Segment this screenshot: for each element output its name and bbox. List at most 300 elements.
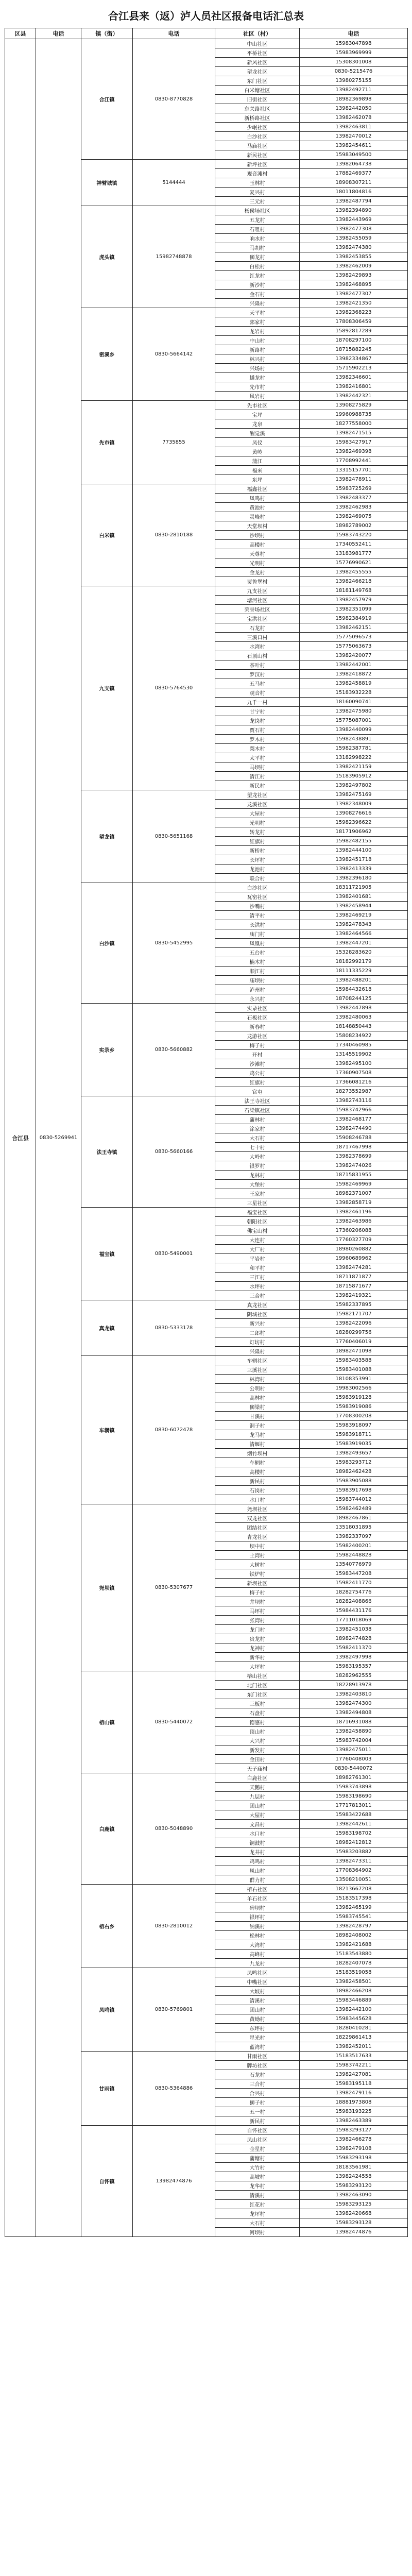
community-phone: 18282408866 [300, 1597, 408, 1606]
community-phone: 15983447208 [300, 1569, 408, 1579]
community-name: 水湾村 [215, 642, 300, 651]
community-phone: 0830-5215476 [300, 67, 408, 76]
header-row [5, 28, 408, 39]
community-phone: 18011804816 [300, 188, 408, 197]
community-phone: 13982492711 [300, 86, 408, 95]
community-name: 白米塘社区 [215, 86, 300, 95]
community-phone: 15983446889 [300, 1996, 408, 2005]
community-name: 平岩村 [215, 1254, 300, 1263]
community-name: 白松村 [215, 262, 300, 271]
community-name: 红花村 [215, 2200, 300, 2209]
community-name: 凤仪 [215, 438, 300, 447]
community-name: 九支社区 [215, 586, 300, 596]
community-name: 罗汉村 [215, 670, 300, 679]
community-name: 杨侯场社区 [215, 206, 300, 215]
community-phone: 13540776979 [300, 1560, 408, 1569]
community-phone: 13982497802 [300, 781, 408, 790]
community-phone: 15983918097 [300, 1421, 408, 1430]
community-phone: 13982475980 [300, 707, 408, 716]
town-phone: 13982474876 [133, 2126, 215, 2237]
community-phone: 15983293198 [300, 2154, 408, 2163]
community-name: 大屋村 [215, 1810, 300, 1820]
community-phone: 18908307211 [300, 178, 408, 188]
community-phone: 18282407078 [300, 1959, 408, 1968]
header-county-phone: 电话 [36, 28, 81, 39]
community-name: 凤山社区 [215, 2135, 300, 2144]
community-phone: 13982474026 [300, 1161, 408, 1171]
community-phone: 13982473311 [300, 1857, 408, 1866]
community-name: 三合村 [215, 2079, 300, 2089]
community-phone: 13982451038 [300, 1625, 408, 1634]
community-phone: 13982469219 [300, 911, 408, 920]
community-name: 水口村 [215, 1829, 300, 1838]
community-phone: 17708300208 [300, 1412, 408, 1421]
community-phone: 15983403588 [300, 1356, 408, 1365]
community-name: 自怀社区 [215, 2126, 300, 2135]
town-phone: 0830-5307677 [133, 1504, 215, 1671]
community-name: 林兴村 [215, 354, 300, 364]
community-phone: 15328283620 [300, 948, 408, 957]
community-phone: 15982384919 [300, 614, 408, 623]
community-name: 贾石村 [215, 725, 300, 735]
community-phone: 18273552987 [300, 1087, 408, 1096]
community-phone: 13982462151 [300, 623, 408, 633]
town-name: 凤鸣镇 [81, 1968, 133, 2052]
community-phone: 15983725269 [300, 484, 408, 494]
town-phone: 7735855 [133, 401, 215, 484]
community-name: 石板社区 [215, 1013, 300, 1022]
community-name: 榕山社区 [215, 1671, 300, 1681]
community-phone: 15983193225 [300, 2107, 408, 2116]
community-name: 三溪社区 [215, 1365, 300, 1375]
community-name: 龙华村 [215, 2181, 300, 2191]
town-name: 合江镇 [81, 39, 133, 160]
community-phone: 19960988735 [300, 410, 408, 419]
community-phone: 15983427917 [300, 438, 408, 447]
community-name: 文昌村 [215, 1820, 300, 1829]
community-name: 郭家村 [215, 317, 300, 327]
community-phone: 18982789002 [300, 521, 408, 531]
community-phone: 13982474300 [300, 1699, 408, 1708]
community-phone: 15982411770 [300, 1579, 408, 1588]
header-town: 镇（街） [81, 28, 133, 39]
community-name: 甘雨社区 [215, 2052, 300, 2061]
community-name: 新坝社区 [215, 1579, 300, 1588]
community-phone: 17360907508 [300, 1069, 408, 1078]
community-name: 蓝湾村 [215, 2042, 300, 2052]
community-name: 白沙社区 [215, 132, 300, 141]
community-name: 新桥路社区 [215, 113, 300, 123]
community-phone: 17711018069 [300, 1616, 408, 1625]
community-name: 顶山村 [215, 1727, 300, 1736]
town-phone: 0830-6072478 [133, 1356, 215, 1504]
community-name: 马庙社区 [215, 141, 300, 150]
community-name: 转龙村 [215, 827, 300, 837]
community-name: 羊石社区 [215, 1894, 300, 1903]
community-phone: 15983744012 [300, 1495, 408, 1504]
town-phone: 0830-5452995 [133, 883, 215, 1004]
community-phone: 13982457979 [300, 596, 408, 605]
community-name: 张湾村 [215, 1616, 300, 1625]
community-phone: 18982408002 [300, 1931, 408, 1940]
community-phone: 15984431176 [300, 1606, 408, 1616]
community-phone: 15983293712 [300, 1458, 408, 1467]
community-name: 大湾村 [215, 1940, 300, 1950]
community-phone: 13982468895 [300, 280, 408, 290]
community-phone: 15983919128 [300, 1393, 408, 1402]
community-name: 塘河社区 [215, 596, 300, 605]
community-name: 涂家村 [215, 1124, 300, 1133]
town-name: 车辋镇 [81, 1356, 133, 1504]
community-name: 实录社区 [215, 1004, 300, 1013]
community-name: 金星村 [215, 2144, 300, 2154]
town-name: 望龙镇 [81, 790, 133, 883]
community-name: 黄岭 [215, 447, 300, 456]
community-phone: 15308301008 [300, 58, 408, 67]
community-name: 高楼村 [215, 540, 300, 549]
town-name: 法王寺镇 [81, 1096, 133, 1208]
community-phone: 18280410281 [300, 2024, 408, 2033]
community-name: 团结社区 [215, 1523, 300, 1532]
community-name: 响水村 [215, 234, 300, 243]
community-phone: 13982453855 [300, 252, 408, 262]
community-phone: 13982462009 [300, 262, 408, 271]
community-phone: 13982447898 [300, 1004, 408, 1013]
community-name: 车辋村 [215, 1458, 300, 1467]
community-phone: 18182992179 [300, 957, 408, 967]
community-phone: 17360206088 [300, 1226, 408, 1235]
community-phone: 13980275155 [300, 76, 408, 86]
community-name: 观音滩村 [215, 169, 300, 178]
community-phone: 19983002566 [300, 1384, 408, 1393]
community-phone: 13982477308 [300, 225, 408, 234]
community-name: 贵龙村 [215, 1634, 300, 1643]
community-phone: 13982455555 [300, 568, 408, 577]
community-name: 甘宁村 [215, 707, 300, 716]
community-name: 龙神村 [215, 1643, 300, 1653]
community-phone: 13982447201 [300, 939, 408, 948]
community-name: 官屯 [215, 1087, 300, 1096]
community-phone: 13982427081 [300, 2070, 408, 2079]
community-phone: 13982475169 [300, 790, 408, 800]
community-phone: 15983293128 [300, 2218, 408, 2228]
community-phone: 15983293127 [300, 2126, 408, 2135]
community-name: 三合村 [215, 1291, 300, 1300]
community-name: 三江村 [215, 1273, 300, 1282]
community-phone: 18171906962 [300, 827, 408, 837]
community-name: 星光村 [215, 2033, 300, 2042]
community-phone: 18982471098 [300, 1347, 408, 1356]
town-phone: 0830-2810188 [133, 484, 215, 586]
community-phone: 13982479108 [300, 2144, 408, 2154]
community-name: 蒲江 [215, 456, 300, 466]
county-phone: 0830-5269941 [36, 39, 81, 2237]
community-name: 三溪口村 [215, 633, 300, 642]
community-phone: 15983401088 [300, 1365, 408, 1375]
community-phone: 18148850443 [300, 1022, 408, 1031]
community-name: 中山村 [215, 336, 300, 345]
community-name: 贾鲁堡村 [215, 577, 300, 586]
community-phone: 13982474281 [300, 1263, 408, 1273]
community-phone: 17760327709 [300, 1235, 408, 1245]
community-name: 龙井村 [215, 1848, 300, 1857]
community-name: 蒲塘村 [215, 2154, 300, 2163]
community-name: 铜鼓村 [215, 1838, 300, 1848]
town-phone: 0830-5490001 [133, 1208, 215, 1300]
community-phone: 15775087001 [300, 716, 408, 725]
town-name: 榕山镇 [81, 1671, 133, 1773]
community-name: 王家村 [215, 1189, 300, 1198]
community-name: 梨木村 [215, 744, 300, 753]
community-name: 松林村 [215, 1931, 300, 1940]
community-phone: 15982482155 [300, 837, 408, 846]
community-name: 龙林村 [215, 1171, 300, 1180]
community-name: 白沙社区 [215, 883, 300, 892]
community-name: 庙门村 [215, 929, 300, 939]
community-name: 银坪村 [215, 1912, 300, 1922]
community-phone: 18280299756 [300, 1328, 408, 1337]
community-phone: 13145519902 [300, 1050, 408, 1059]
community-phone: 13982416801 [300, 382, 408, 392]
community-name: 沙嘴村 [215, 902, 300, 911]
community-phone: 13982465199 [300, 1903, 408, 1912]
community-phone: 13982451718 [300, 855, 408, 865]
community-phone: 13982493657 [300, 1449, 408, 1458]
community-phone: 13982442100 [300, 2005, 408, 2014]
community-name: 中山社区 [215, 39, 300, 48]
community-name: 醒觉溪 [215, 429, 300, 438]
community-name: 凤鸣村 [215, 494, 300, 503]
community-phone: 17882469377 [300, 169, 408, 178]
community-phone: 15982411370 [300, 1643, 408, 1653]
community-name: 凤凰村 [215, 939, 300, 948]
community-name: 蟠龙村 [215, 373, 300, 382]
community-name: 三板村 [215, 1699, 300, 1708]
community-phone: 13982474876 [300, 2228, 408, 2237]
community-phone: 13982463389 [300, 2116, 408, 2126]
town-name: 神臂城镇 [81, 160, 133, 206]
community-phone: 15808234922 [300, 1031, 408, 1041]
community-name: 车辋社区 [215, 1356, 300, 1365]
community-phone: 15983049500 [300, 150, 408, 160]
community-name: 新民社区 [215, 150, 300, 160]
community-name: 公明村 [215, 1384, 300, 1393]
community-phone: 15982469969 [300, 1180, 408, 1189]
community-phone: 13982858719 [300, 1198, 408, 1208]
community-phone: 13982351099 [300, 605, 408, 614]
community-phone: 13982458890 [300, 1727, 408, 1736]
community-name: 三元村 [215, 197, 300, 206]
community-phone: 13982470012 [300, 132, 408, 141]
community-name: 东门社区 [215, 1690, 300, 1699]
community-phone: 15983742211 [300, 2061, 408, 2070]
community-phone: 15983742004 [300, 1736, 408, 1745]
community-name: 少岷社区 [215, 123, 300, 132]
document-title: 合江县来（返）泸人员社区报备电话汇总表 [108, 10, 304, 22]
town-phone: 0830-5664142 [133, 308, 215, 401]
community-name: 土湾村 [215, 1551, 300, 1560]
community-name: 大竹村 [215, 2163, 300, 2172]
town-name: 先市镇 [81, 401, 133, 484]
community-phone: 18982369898 [300, 95, 408, 104]
community-phone: 15983742966 [300, 1106, 408, 1115]
community-phone: 15982462489 [300, 1504, 408, 1514]
community-phone: 18982761301 [300, 1773, 408, 1783]
town-phone: 5144444 [133, 160, 215, 206]
community-phone: 15982396622 [300, 818, 408, 827]
community-phone: 13982064738 [300, 160, 408, 169]
community-phone: 15982448828 [300, 1551, 408, 1560]
community-name: 狮子村 [215, 2098, 300, 2107]
community-name: 银罗村 [215, 1161, 300, 1171]
community-phone: 13982428797 [300, 1922, 408, 1931]
community-name: 烟竹坝村 [215, 1449, 300, 1458]
community-name: 铁炉村 [215, 1569, 300, 1579]
community-name: 蒲林村 [215, 1115, 300, 1124]
community-name: 石岗村 [215, 1486, 300, 1495]
community-name: 新桥村 [215, 846, 300, 855]
community-name: 朝阳社区 [215, 1217, 300, 1226]
community-name: 福来 [215, 466, 300, 475]
community-phone: 13982469398 [300, 447, 408, 456]
community-name: 高林村 [215, 1393, 300, 1402]
community-phone: 0830-5440072 [300, 1764, 408, 1773]
community-name: 水坪村 [215, 1282, 300, 1291]
community-name: 大厂村 [215, 1245, 300, 1254]
community-phone: 13982458944 [300, 902, 408, 911]
town-phone: 0830-5651168 [133, 790, 215, 883]
town-name: 甘雨镇 [81, 2052, 133, 2126]
community-name: 红旗村 [215, 837, 300, 846]
community-name: 大坪村 [215, 1662, 300, 1671]
town-phone: 0830-2810012 [133, 1885, 215, 1968]
town-name: 实录乡 [81, 1004, 133, 1096]
community-name: 福宝社区 [215, 1208, 300, 1217]
community-name: 红旗村 [215, 1078, 300, 1087]
community-phone: 13982463090 [300, 2191, 408, 2200]
community-name: 长坪村 [215, 855, 300, 865]
community-phone: 13982442611 [300, 1820, 408, 1829]
community-phone: 15892817289 [300, 327, 408, 336]
community-name: 先市社区 [215, 401, 300, 410]
community-name: 灵峰村 [215, 512, 300, 521]
town-name: 真龙镇 [81, 1300, 133, 1356]
community-phone: 13982495100 [300, 1059, 408, 1069]
community-name: 合兴村 [215, 2089, 300, 2098]
community-name: 金石村 [215, 290, 300, 299]
community-phone: 18228913978 [300, 1681, 408, 1690]
community-phone: 18980260882 [300, 1245, 408, 1254]
community-phone: 18160090741 [300, 698, 408, 707]
community-name: 光明村 [215, 818, 300, 827]
community-phone: 13982454611 [300, 141, 408, 150]
community-phone: 15983203882 [300, 1848, 408, 1857]
community-phone: 15183543880 [300, 1950, 408, 1959]
header-town-phone: 电话 [133, 28, 215, 39]
community-name: 尧坝社区 [215, 1504, 300, 1514]
community-phone: 18982467861 [300, 1514, 408, 1523]
community-name: 龙岗村 [215, 716, 300, 725]
community-phone: 13982462983 [300, 503, 408, 512]
community-name: 龙池村 [215, 865, 300, 874]
community-phone: 17366081216 [300, 1078, 408, 1087]
community-phone: 13982475011 [300, 1745, 408, 1755]
community-name: 新兴村 [215, 1319, 300, 1328]
community-phone: 13982452011 [300, 2042, 408, 2052]
community-name: 灯坊村 [215, 1337, 300, 1347]
community-name: 德感村 [215, 1718, 300, 1727]
community-name: 和平村 [215, 1263, 300, 1273]
community-phone: 13982478911 [300, 475, 408, 484]
community-name: 榕右社区 [215, 1885, 300, 1894]
community-name: 玉林村 [215, 178, 300, 188]
community-name: 九龙村 [215, 1959, 300, 1968]
community-phone: 17808306459 [300, 317, 408, 327]
community-name: 佛宝山村 [215, 1226, 300, 1235]
community-phone: 17708992441 [300, 456, 408, 466]
community-phone: 13982743116 [300, 1096, 408, 1106]
community-name: 龙门村 [215, 1625, 300, 1634]
community-phone: 13982444100 [300, 846, 408, 855]
community-phone: 13982480063 [300, 1013, 408, 1022]
community-phone: 18881973808 [300, 2098, 408, 2107]
community-phone: 13982458501 [300, 1977, 408, 1987]
community-name: 大兴村 [215, 1736, 300, 1745]
community-name: 沙滩村 [215, 1059, 300, 1069]
community-name: 龙溪社区 [215, 800, 300, 809]
community-name: 光明村 [215, 558, 300, 568]
town-phone: 0830-5364886 [133, 2052, 215, 2126]
community-phone: 15908246788 [300, 1133, 408, 1143]
community-name: 鸡公村 [215, 1069, 300, 1078]
community-phone: 13982394890 [300, 206, 408, 215]
community-phone: 13183981777 [300, 549, 408, 558]
community-name: 天尊村 [215, 549, 300, 558]
community-name: 新民村 [215, 1477, 300, 1486]
community-name: 五一村 [215, 2107, 300, 2116]
community-name: 五台村 [215, 948, 300, 957]
community-phone: 13982462078 [300, 113, 408, 123]
community-name: 河坝村 [215, 2228, 300, 2237]
community-name: 长洪村 [215, 920, 300, 929]
community-name: 石龙村 [215, 623, 300, 633]
community-name: 红龙村 [215, 271, 300, 280]
community-name: 纳溪村 [215, 1922, 300, 1931]
community-name: 清溪村 [215, 2191, 300, 2200]
community-name: 九千一村 [215, 698, 300, 707]
community-phone: 13982497998 [300, 1653, 408, 1662]
community-phone: 13982413339 [300, 865, 408, 874]
town-name: 尧坝镇 [81, 1504, 133, 1671]
town-phone: 15982748878 [133, 206, 215, 308]
community-name: 黄池村 [215, 503, 300, 512]
community-phone: 15183932228 [300, 688, 408, 698]
community-phone: 13982424558 [300, 2172, 408, 2181]
community-phone: 13982494808 [300, 1708, 408, 1718]
community-phone: 13982421350 [300, 299, 408, 308]
community-name: 大石村 [215, 2218, 300, 2228]
community-name: 天堂坝村 [215, 521, 300, 531]
community-name: 大堡村 [215, 1180, 300, 1189]
community-name: 兴隆村 [215, 299, 300, 308]
community-name: 联合村 [215, 874, 300, 883]
community-phone: 18711871877 [300, 1273, 408, 1282]
community-phone: 15983743220 [300, 531, 408, 540]
community-name: 黄坳村 [215, 2014, 300, 2024]
community-phone: 13982429893 [300, 271, 408, 280]
community-name: 罗木村 [215, 735, 300, 744]
community-name: 甘溪村 [215, 1412, 300, 1421]
